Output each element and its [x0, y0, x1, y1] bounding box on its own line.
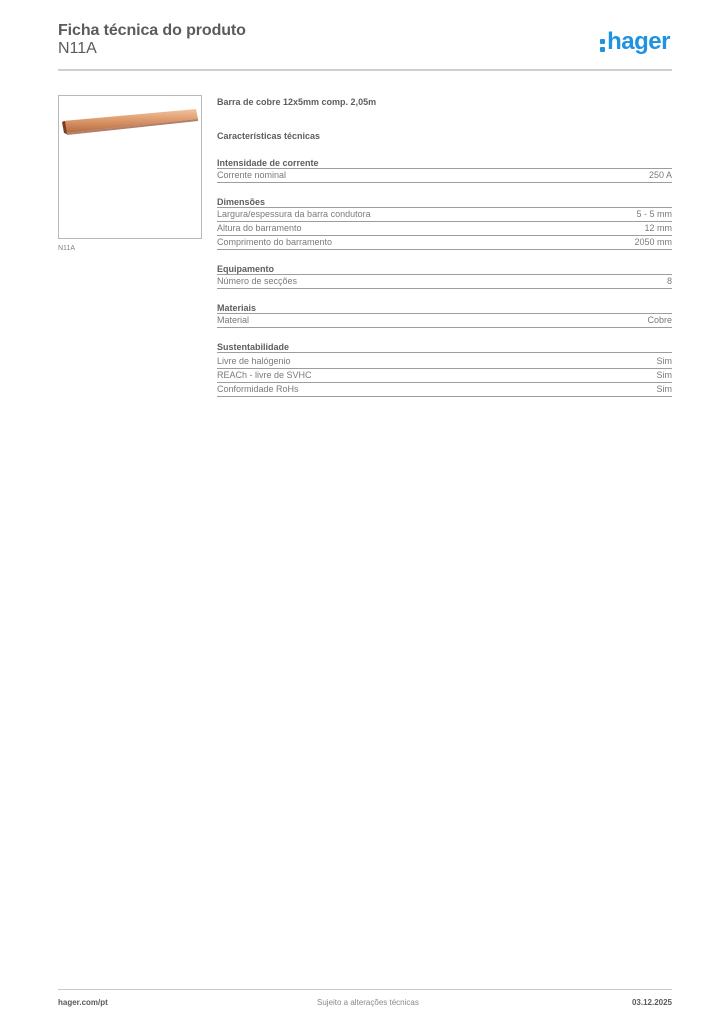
footer-website-link[interactable]: hager.com/pt	[58, 998, 108, 1007]
document-title: Ficha técnica do produto	[58, 22, 246, 39]
product-image	[58, 95, 202, 239]
spec-value: 8	[666, 276, 672, 286]
footer-date: 03.12.2025	[631, 998, 672, 1007]
specs-heading: Características técnicas	[217, 131, 321, 141]
spec-row	[217, 275, 672, 289]
footer-notice: Sujeito a alterações técnicas	[317, 998, 419, 1007]
image-caption: N11A	[58, 245, 75, 252]
spec-group-materials	[217, 302, 672, 328]
spec-label: Comprimento do barramento	[217, 237, 333, 247]
header-divider	[58, 69, 672, 71]
spec-label: REACh - livre de SVHC	[217, 370, 312, 380]
spec-value: 5 - 5 mm	[636, 209, 672, 219]
spec-group-equipment	[217, 263, 672, 289]
spec-label: Número de secções	[217, 276, 298, 286]
spec-row	[217, 236, 672, 250]
hager-logo	[600, 30, 670, 54]
footer-divider	[58, 989, 672, 990]
spec-group-sustainability	[217, 341, 672, 397]
product-description: Barra de cobre 12x5mm comp. 2,05m	[217, 97, 377, 107]
spec-label: Corrente nominal	[217, 170, 287, 180]
spec-row	[217, 314, 672, 328]
spec-value: Sim	[656, 384, 672, 394]
spec-value: Sim	[656, 370, 672, 380]
group-title: Intensidade de corrente	[217, 157, 672, 169]
page-header	[58, 22, 672, 70]
spec-value: Sim	[656, 356, 672, 366]
spec-row	[217, 169, 672, 183]
spec-label: Material	[217, 315, 250, 325]
group-title: Equipamento	[217, 263, 672, 275]
spec-row	[217, 355, 672, 369]
spec-value: 12 mm	[644, 223, 672, 233]
group-title: Dimensões	[217, 196, 672, 208]
spec-group-dimensions	[217, 196, 672, 250]
spec-value: 2050 mm	[634, 237, 672, 247]
group-title: Materiais	[217, 302, 672, 314]
spec-value: Cobre	[647, 315, 672, 325]
logo-dots-icon	[600, 30, 606, 50]
spec-row	[217, 369, 672, 383]
spec-label: Altura do barramento	[217, 223, 302, 233]
spec-row	[217, 222, 672, 236]
spec-row	[217, 383, 672, 397]
spec-label: Livre de halógenio	[217, 356, 291, 366]
spec-group-current	[217, 157, 672, 183]
logo-text: hager	[607, 28, 670, 55]
spec-label: Conformidade RoHs	[217, 384, 299, 394]
copper-busbar-icon	[59, 96, 201, 238]
group-title: Sustentabilidade	[217, 341, 672, 353]
spec-label: Largura/espessura da barra condutora	[217, 209, 371, 219]
spec-value: 250 A	[648, 170, 672, 180]
spec-content	[217, 97, 672, 397]
spec-row	[217, 208, 672, 222]
product-reference: N11A	[58, 40, 97, 57]
